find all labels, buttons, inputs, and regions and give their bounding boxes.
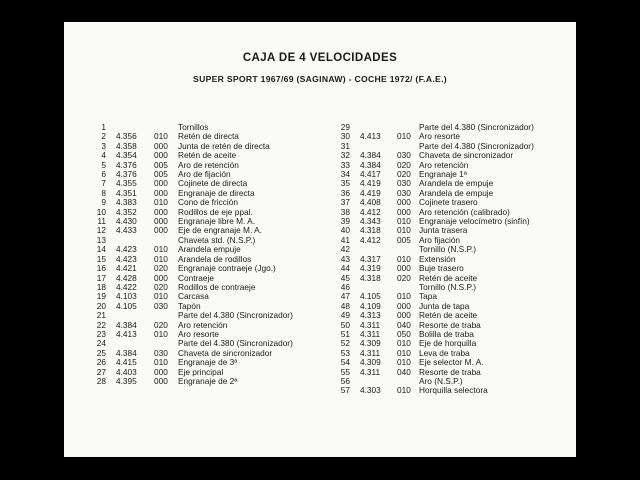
part-description: Junta trasera bbox=[419, 225, 468, 236]
part-suffix: 000 bbox=[154, 216, 168, 227]
part-code: 4.309 bbox=[360, 357, 381, 368]
part-suffix: 010 bbox=[397, 347, 411, 358]
part-number: 52 bbox=[340, 338, 350, 349]
part-suffix: 030 bbox=[397, 187, 411, 198]
part-suffix: 010 bbox=[397, 338, 411, 349]
part-code: 4.358 bbox=[116, 140, 137, 151]
part-description: Rodillos de contraeje bbox=[178, 281, 256, 292]
part-number: 54 bbox=[340, 357, 350, 368]
part-number: 18 bbox=[96, 281, 106, 292]
part-code: 4.351 bbox=[116, 187, 137, 198]
part-suffix: 000 bbox=[154, 150, 168, 161]
part-code: 4.412 bbox=[360, 206, 381, 217]
part-code: 4.376 bbox=[116, 169, 137, 180]
part-description: Leva de traba bbox=[419, 347, 470, 358]
part-number: 3 bbox=[101, 140, 106, 151]
part-description: Bolilla de traba bbox=[419, 328, 474, 339]
part-number: 12 bbox=[96, 225, 106, 236]
part-suffix: 000 bbox=[397, 197, 411, 208]
part-description: Eje selector M. A. bbox=[419, 357, 484, 368]
part-suffix: 010 bbox=[154, 197, 168, 208]
part-description: Chaveta std. (N.S.P.) bbox=[178, 234, 256, 245]
part-code: 4.415 bbox=[116, 357, 137, 368]
part-description: Tornillos bbox=[178, 122, 209, 132]
part-suffix: 010 bbox=[154, 291, 168, 302]
part-description: Aro resorte bbox=[419, 131, 461, 142]
part-number: 37 bbox=[340, 197, 350, 208]
part-number: 6 bbox=[101, 169, 106, 180]
part-description: Parte del 4.380 (Sincronizador) bbox=[419, 140, 534, 151]
part-suffix: 010 bbox=[397, 385, 411, 396]
part-suffix: 005 bbox=[154, 159, 168, 170]
part-number: 55 bbox=[340, 366, 350, 377]
part-code: 4.421 bbox=[116, 263, 137, 274]
part-description: Retén de aceite bbox=[419, 310, 478, 321]
part-number: 26 bbox=[96, 357, 106, 368]
part-suffix: 005 bbox=[154, 169, 168, 180]
part-code: 4.352 bbox=[116, 206, 137, 217]
part-number: 7 bbox=[101, 178, 106, 189]
part-code: 4.413 bbox=[360, 131, 381, 142]
part-number: 45 bbox=[340, 272, 350, 283]
part-description: Buje trasero bbox=[419, 263, 464, 274]
part-description: Parte del 4.380 (Sincronizador) bbox=[178, 338, 293, 349]
part-description: Aro de fijación bbox=[178, 169, 231, 180]
part-suffix: 000 bbox=[154, 366, 168, 377]
part-description: Tapón bbox=[178, 300, 201, 311]
part-number: 2 bbox=[101, 131, 106, 142]
part-description: Aro retención (calibrado) bbox=[419, 206, 510, 217]
part-suffix: 000 bbox=[154, 375, 168, 386]
part-code: 4.423 bbox=[116, 244, 137, 255]
part-suffix: 010 bbox=[154, 253, 168, 264]
part-code: 4.383 bbox=[116, 197, 137, 208]
part-number: 43 bbox=[340, 253, 350, 264]
part-suffix: 020 bbox=[154, 319, 168, 330]
part-description: Cono de fricción bbox=[178, 197, 238, 208]
part-code: 4.311 bbox=[360, 366, 381, 377]
part-code: 4.433 bbox=[116, 225, 137, 236]
part-description: Contraeje bbox=[178, 272, 214, 283]
part-description: Cojinete de directa bbox=[178, 178, 248, 189]
part-suffix: 020 bbox=[154, 263, 168, 274]
part-number: 42 bbox=[340, 244, 350, 255]
part-description: Arandela de empuje bbox=[419, 178, 494, 189]
part-description: Aro de retención bbox=[178, 159, 239, 170]
part-number: 16 bbox=[96, 263, 106, 274]
part-number: 53 bbox=[340, 347, 350, 358]
part-code: 4.313 bbox=[360, 310, 381, 321]
part-code: 4.403 bbox=[116, 366, 137, 377]
part-suffix: 000 bbox=[154, 206, 168, 217]
part-number: 15 bbox=[96, 253, 106, 264]
part-code: 4.356 bbox=[116, 131, 137, 142]
part-code: 4.311 bbox=[360, 319, 381, 330]
part-description: Arandela de empuje bbox=[419, 187, 494, 198]
part-number: 8 bbox=[101, 187, 106, 198]
part-description: Carcasa bbox=[178, 291, 209, 302]
part-suffix: 040 bbox=[397, 366, 411, 377]
part-description: Aro retención bbox=[178, 319, 228, 330]
part-description: Junta de retén de directa bbox=[178, 140, 270, 151]
part-number: 27 bbox=[96, 366, 106, 377]
part-description: Engranaje de directa bbox=[178, 187, 255, 198]
part-number: 24 bbox=[96, 338, 106, 349]
part-code: 4.109 bbox=[360, 300, 381, 311]
part-code: 4.355 bbox=[116, 178, 137, 189]
part-number: 25 bbox=[96, 347, 106, 358]
part-number: 9 bbox=[101, 197, 106, 208]
part-code: 4.309 bbox=[360, 338, 381, 349]
part-description: Aro fijación bbox=[419, 234, 461, 245]
part-code: 4.317 bbox=[360, 253, 381, 264]
part-suffix: 020 bbox=[397, 169, 411, 180]
part-code: 4.384 bbox=[360, 159, 381, 170]
part-suffix: 010 bbox=[154, 357, 168, 368]
part-suffix: 000 bbox=[397, 310, 411, 321]
part-code: 4.395 bbox=[116, 375, 137, 386]
part-number: 22 bbox=[96, 319, 106, 330]
page-title: CAJA DE 4 VELOCIDADES bbox=[242, 52, 398, 64]
part-number: 20 bbox=[96, 300, 106, 311]
part-description: Junta de tapa bbox=[419, 300, 470, 311]
part-number: 19 bbox=[96, 291, 106, 302]
part-number: 39 bbox=[340, 216, 350, 227]
part-description: Retén de aceite bbox=[419, 272, 478, 283]
part-number: 48 bbox=[340, 300, 350, 311]
part-description: Retén de aceite bbox=[178, 150, 237, 161]
part-suffix: 020 bbox=[397, 272, 411, 283]
part-code: 4.384 bbox=[116, 347, 137, 358]
part-number: 46 bbox=[340, 281, 350, 292]
part-suffix: 000 bbox=[154, 187, 168, 198]
part-description: Eje de horquilla bbox=[419, 338, 477, 349]
part-code: 4.423 bbox=[116, 253, 137, 264]
part-code: 4.105 bbox=[360, 291, 381, 302]
part-description: Aro retención bbox=[419, 159, 469, 170]
part-code: 4.343 bbox=[360, 216, 381, 227]
part-code: 4.318 bbox=[360, 272, 381, 283]
part-suffix: 010 bbox=[397, 216, 411, 227]
part-number: 1 bbox=[101, 122, 106, 132]
part-number: 5 bbox=[101, 159, 106, 170]
part-description: Aro resorte bbox=[178, 328, 220, 339]
part-number: 50 bbox=[340, 319, 350, 330]
part-code: 4.408 bbox=[360, 197, 381, 208]
part-code: 4.422 bbox=[116, 281, 137, 292]
part-code: 4.376 bbox=[116, 159, 137, 170]
part-number: 47 bbox=[340, 291, 350, 302]
page-subtitle: SUPER SPORT 1967/69 (SAGINAW) - COCHE 1972/ (F.A.E.) bbox=[193, 74, 447, 84]
part-suffix: 010 bbox=[154, 131, 168, 142]
part-number: 34 bbox=[340, 169, 350, 180]
part-suffix: 000 bbox=[397, 206, 411, 217]
part-description: Chaveta de sincronizador bbox=[419, 150, 514, 161]
part-number: 29 bbox=[340, 122, 350, 132]
part-suffix: 020 bbox=[397, 159, 411, 170]
part-description: Eje principal bbox=[178, 366, 224, 377]
part-description: Parte del 4.380 (Sincronizador) bbox=[419, 122, 534, 132]
part-description: Tornillo (N.S.P.) bbox=[419, 281, 477, 292]
part-description: Arandela de rodillos bbox=[178, 253, 252, 264]
part-code: 4.412 bbox=[360, 234, 381, 245]
part-description: Aro (N.S.P.) bbox=[419, 375, 463, 386]
part-number: 35 bbox=[340, 178, 350, 189]
part-suffix: 030 bbox=[154, 300, 168, 311]
part-description: Engranaje de 2ª bbox=[178, 375, 238, 386]
part-description: Parte del 4.380 (Sincronizador) bbox=[178, 310, 293, 321]
part-suffix: 000 bbox=[154, 140, 168, 151]
part-number: 44 bbox=[340, 263, 350, 274]
part-code: 4.319 bbox=[360, 263, 381, 274]
part-code: 4.105 bbox=[116, 300, 137, 311]
part-code: 4.419 bbox=[360, 178, 381, 189]
part-suffix: 040 bbox=[397, 319, 411, 330]
part-number: 21 bbox=[96, 310, 106, 321]
part-number: 41 bbox=[340, 234, 350, 245]
part-number: 38 bbox=[340, 206, 350, 217]
part-description: Engranaje de 3ª bbox=[178, 357, 238, 368]
part-description: Arandela empuje bbox=[178, 244, 241, 255]
part-suffix: 000 bbox=[154, 225, 168, 236]
part-number: 31 bbox=[340, 140, 350, 151]
part-suffix: 020 bbox=[154, 281, 168, 292]
part-suffix: 010 bbox=[154, 328, 168, 339]
part-suffix: 030 bbox=[154, 347, 168, 358]
part-suffix: 030 bbox=[397, 178, 411, 189]
part-number: 32 bbox=[340, 150, 350, 161]
part-code: 4.311 bbox=[360, 347, 381, 358]
part-number: 4 bbox=[101, 150, 106, 161]
part-suffix: 000 bbox=[397, 263, 411, 274]
part-suffix: 010 bbox=[397, 253, 411, 264]
part-number: 23 bbox=[96, 328, 106, 339]
part-description: Engranaje libre M. A. bbox=[178, 216, 256, 227]
part-description: Tapa bbox=[419, 291, 437, 302]
part-description: Chaveta de sincronizador bbox=[178, 347, 273, 358]
part-suffix: 005 bbox=[397, 234, 411, 245]
part-number: 36 bbox=[340, 187, 350, 198]
part-suffix: 010 bbox=[397, 131, 411, 142]
part-code: 4.413 bbox=[116, 328, 137, 339]
part-description: Tornillo (N.S.P.) bbox=[419, 244, 477, 255]
part-suffix: 010 bbox=[397, 291, 411, 302]
part-description: Retén de directa bbox=[178, 131, 239, 142]
part-number: 30 bbox=[340, 131, 350, 142]
part-code: 4.354 bbox=[116, 150, 137, 161]
part-number: 56 bbox=[340, 375, 350, 386]
part-description: Resorte de traba bbox=[419, 366, 481, 377]
part-code: 4.384 bbox=[116, 319, 137, 330]
document-page bbox=[64, 22, 576, 457]
part-description: Cojinete trasero bbox=[419, 197, 478, 208]
part-suffix: 000 bbox=[154, 272, 168, 283]
part-code: 4.311 bbox=[360, 328, 381, 339]
part-number: 57 bbox=[340, 385, 350, 396]
part-code: 4.419 bbox=[360, 187, 381, 198]
part-description: Extensión bbox=[419, 253, 456, 264]
part-number: 10 bbox=[96, 206, 106, 217]
part-number: 13 bbox=[96, 234, 106, 245]
part-suffix: 030 bbox=[397, 150, 411, 161]
part-number: 33 bbox=[340, 159, 350, 170]
part-number: 49 bbox=[340, 310, 350, 321]
part-code: 4.428 bbox=[116, 272, 137, 283]
part-description: Engranaje velocímetro (sinfín) bbox=[419, 216, 530, 227]
part-number: 14 bbox=[96, 244, 106, 255]
part-suffix: 000 bbox=[397, 300, 411, 311]
part-description: Engranaje 1ª bbox=[419, 169, 467, 180]
part-number: 11 bbox=[97, 216, 106, 227]
part-description: Eje de engranaje M. A. bbox=[178, 225, 262, 236]
part-code: 4.384 bbox=[360, 150, 381, 161]
part-code: 4.318 bbox=[360, 225, 381, 236]
part-description: Horquilla selectora bbox=[419, 385, 488, 396]
part-suffix: 010 bbox=[154, 244, 168, 255]
part-suffix: 000 bbox=[154, 178, 168, 189]
part-suffix: 050 bbox=[397, 328, 411, 339]
part-number: 17 bbox=[96, 272, 106, 283]
part-description: Rodillos de eje ppal. bbox=[178, 206, 253, 217]
part-description: Resorte de traba bbox=[419, 319, 481, 330]
part-number: 28 bbox=[96, 375, 106, 386]
part-suffix: 010 bbox=[397, 357, 411, 368]
part-number: 51 bbox=[340, 328, 350, 339]
part-description: Engranaje contraeje (Jgo.) bbox=[178, 263, 276, 274]
part-code: 4.103 bbox=[116, 291, 137, 302]
part-number: 40 bbox=[340, 225, 350, 236]
part-code: 4.430 bbox=[116, 216, 137, 227]
part-suffix: 010 bbox=[397, 225, 411, 236]
part-code: 4.303 bbox=[360, 385, 381, 396]
part-code: 4.417 bbox=[360, 169, 381, 180]
